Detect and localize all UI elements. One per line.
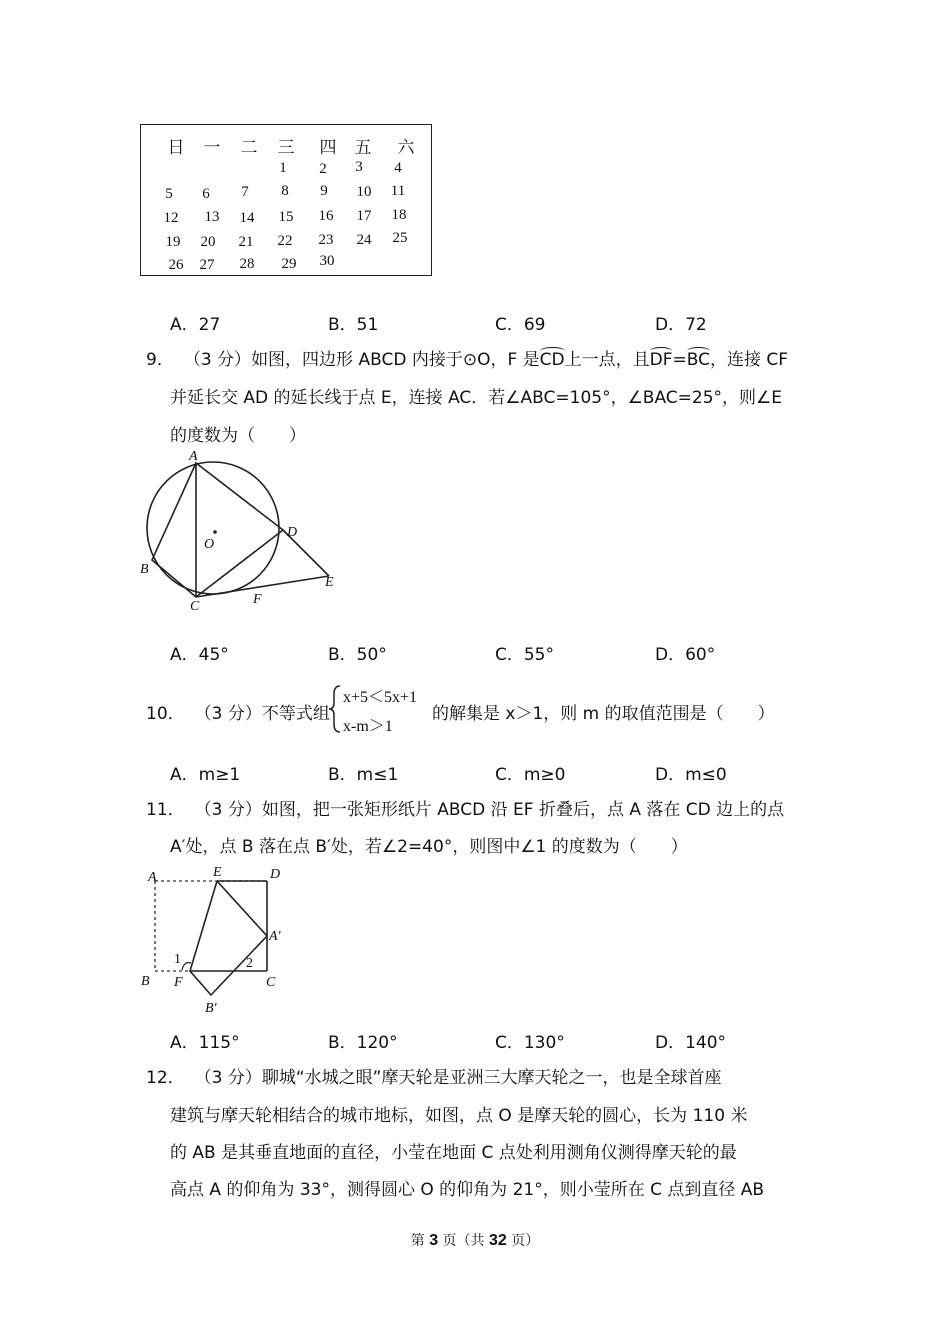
label-e: E: [325, 575, 334, 590]
calendar-cell: 13: [204, 209, 220, 225]
arc-cd: CD: [539, 350, 565, 370]
calendar-cell: 21: [238, 234, 254, 250]
calendar-cell: 17: [356, 208, 372, 224]
option-b: B．50°: [328, 645, 387, 665]
calendar-cell: 26: [168, 257, 184, 273]
center-dot: [213, 530, 217, 534]
calendar-cell: 16: [318, 208, 334, 224]
calendar-cell: 29: [281, 256, 297, 272]
option-d: D．72: [655, 315, 707, 335]
calendar-cell: 28: [239, 256, 255, 272]
calendar-cell: 12: [163, 210, 179, 226]
circle-figure: [135, 448, 350, 613]
calendar-cell: 20: [200, 234, 216, 250]
calendar-cell: 4: [394, 160, 402, 176]
calendar-cell: 10: [356, 184, 372, 200]
question-score: （3 分）: [194, 800, 262, 820]
inequality-1: x+5＜5x+1: [343, 689, 418, 706]
label-e: E: [213, 865, 222, 880]
calendar-cell: 19: [165, 234, 181, 250]
label-o: O: [204, 537, 215, 552]
label-angle-1: 1: [174, 952, 181, 967]
label-f: F: [253, 592, 262, 607]
line-ce: [196, 576, 329, 597]
calendar-table: [140, 124, 432, 276]
question-score: （3 分）: [183, 350, 252, 370]
question-score: （3 分）: [194, 1068, 262, 1088]
arc-df: DF: [649, 350, 673, 370]
calendar-cell: 5: [165, 186, 173, 202]
calendar-header: 二: [240, 138, 258, 157]
label-c: C: [190, 599, 200, 613]
option-a: A．45°: [170, 645, 229, 665]
calendar-cell: 30: [319, 253, 335, 269]
question-9-line-2: 并延长交 AD 的延长线于点 E，连接 AC．若∠ABC=105°，∠BAC=25°，则∠E: [170, 388, 783, 408]
calendar-header: 五: [354, 138, 372, 157]
option-b: B．120°: [328, 1033, 398, 1053]
calendar-cell: 6: [202, 186, 210, 202]
calendar-cell: 14: [239, 210, 255, 226]
label-a-prime: A′: [269, 929, 281, 944]
brace: [328, 684, 342, 734]
label-b: B: [140, 562, 149, 577]
option-a: A．115°: [170, 1033, 240, 1053]
label-b: B: [141, 974, 150, 989]
question-10-line: 10． （3 分）不等式组: [146, 704, 330, 724]
label-b-prime: B′: [205, 1001, 217, 1016]
rectangle-fold-figure: [135, 860, 295, 1020]
page-total: 32: [489, 1232, 507, 1249]
question-12-line-1: 12． （3 分）聊城“水城之眼”摩天轮是亚洲三大摩天轮之一，也是全球首座: [146, 1068, 722, 1088]
option-c: C．130°: [495, 1033, 565, 1053]
calendar-cell: 15: [278, 209, 294, 225]
page-footer: 第 3 页（共 32 页）: [410, 1232, 540, 1249]
calendar-header: 四: [319, 138, 337, 157]
option-c: C．55°: [495, 645, 555, 665]
calendar-header: 一: [203, 138, 221, 157]
calendar-cell: 18: [391, 207, 407, 223]
question-number: 11．: [146, 800, 185, 820]
option-d: D．m≤0: [655, 765, 727, 785]
question-number: 10．: [146, 704, 185, 724]
calendar-cell: 9: [320, 183, 328, 199]
question-10-tail: 的解集是 x＞1，则 m 的取值范围是（ ）: [432, 704, 775, 724]
quadrilateral-abcd: [152, 463, 283, 597]
arc-bc: BC: [686, 350, 710, 370]
question-11-line-1: 11． （3 分）如图，把一张矩形纸片 ABCD 沿 EF 折叠后，点 A 落在 CD 边上的点: [146, 800, 785, 820]
inequality-2: x-m＞1: [343, 718, 393, 735]
calendar-cell: 3: [355, 159, 363, 175]
calendar-cell: 1: [279, 160, 287, 176]
calendar-cell: 2: [319, 161, 327, 177]
option-b: B．m≤1: [328, 765, 399, 785]
label-d: D: [287, 525, 298, 540]
option-d: D．60°: [655, 645, 716, 665]
question-score: （3 分）: [194, 704, 262, 724]
calendar-cell: 22: [277, 233, 293, 249]
angle-1-arc: [182, 963, 191, 970]
question-9-line-3: 的度数为（ ）: [170, 426, 306, 446]
question-number: 12．: [146, 1068, 185, 1088]
calendar-cell: 23: [318, 232, 334, 248]
option-b: B．51: [328, 315, 379, 335]
label-d: D: [270, 867, 281, 882]
folded-shape: [190, 881, 267, 995]
calendar-header: 日: [167, 138, 185, 157]
question-9-line-1: 9． （3 分）如图，四边形 ABCD 内接于⊙O，F 是CD上一点，且DF=BC，连接 CF: [146, 350, 789, 370]
calendar-cell: 8: [281, 183, 289, 199]
option-c: C．69: [495, 315, 546, 335]
option-c: C．m≥0: [495, 765, 566, 785]
question-11-line-2: A′处，点 B 落在点 B′处，若∠2=40°，则图中∠1 的度数为（ ）: [170, 837, 688, 857]
label-angle-2: 2: [246, 956, 253, 971]
calendar-cell: 11: [390, 183, 406, 199]
calendar-cell: 25: [392, 230, 408, 246]
question-12-line-2: 建筑与摩天轮相结合的城市地标，如图，点 O 是摩天轮的圆心，长为 110 米: [170, 1106, 748, 1126]
calendar-header: 三: [277, 138, 295, 157]
option-a: A．m≥1: [170, 765, 241, 785]
label-c: C: [266, 975, 276, 990]
label-f: F: [174, 975, 183, 990]
option-a: A．27: [170, 315, 221, 335]
option-d: D．140°: [655, 1033, 727, 1053]
page-number: 3: [429, 1232, 439, 1249]
label-a: A: [148, 870, 157, 885]
question-12-line-4: 高点 A 的仰角为 33°，测得圆心 O 的仰角为 21°，则小莹所在 C 点到直径 AB: [170, 1180, 765, 1200]
question-12-line-3: 的 AB 是其垂直地面的直径，小莹在地面 C 点处利用测角仪测得摩天轮的最: [170, 1143, 737, 1163]
calendar-cell: 27: [199, 257, 215, 273]
calendar-cell: 24: [356, 232, 372, 248]
calendar-cell: 7: [241, 184, 249, 200]
calendar-header: 六: [397, 138, 415, 157]
label-a: A: [189, 449, 198, 464]
question-number: 9．: [146, 350, 174, 370]
